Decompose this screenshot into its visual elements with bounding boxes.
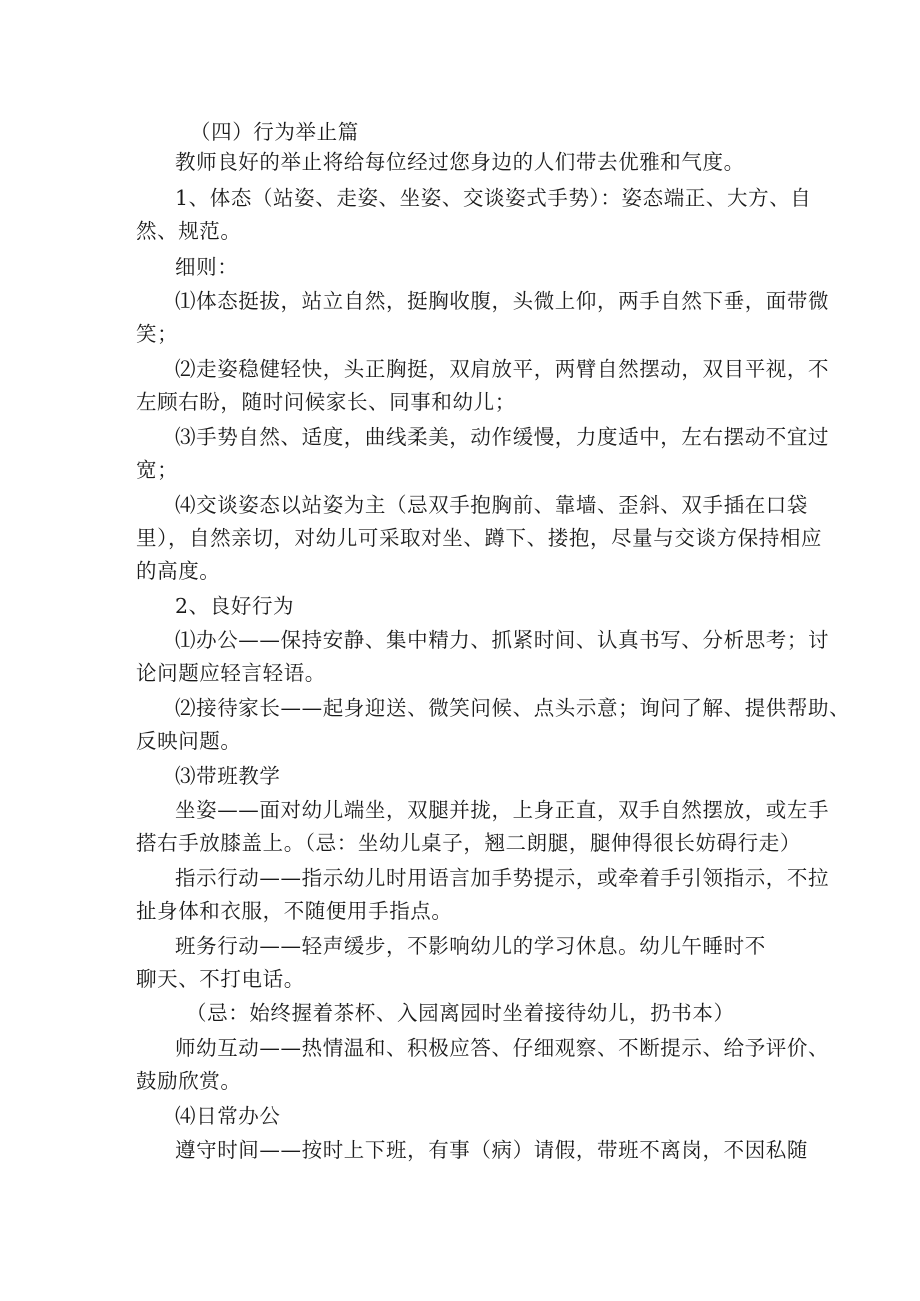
item2-title: 2、良好行为: [175, 594, 295, 618]
reception-line1: ⑵接待家长——起身迎送、微笑问候、点头示意；询问了解、提供帮助、: [175, 696, 851, 720]
taboo-note: （忌：始终握着茶杯、入园离园时坐着接待幼儿，扔书本）: [186, 1001, 735, 1025]
interaction-line2: 鼓励欣赏。: [136, 1069, 242, 1093]
rule-3-line2: 宽；: [136, 458, 179, 482]
rule-4-line2: 里），自然亲切，对幼儿可采取对坐、蹲下、搂抱，尽量与交谈方保持相应: [136, 526, 823, 550]
rule-4-line1: ⑷交谈姿态以站姿为主（忌双手抱胸前、靠墙、歪斜、双手插在口袋: [175, 493, 808, 517]
punctual-line1: 遵守时间——按时上下班，有事（病）请假，带班不离岗，不因私随: [175, 1138, 808, 1162]
rule-1-line2: 笑；: [136, 322, 179, 346]
guiding-line1: 指示行动——指示幼儿时用语言加手势提示，或牵着手引领指示，不拉: [175, 866, 830, 890]
rule-4-line3: 的高度。: [136, 559, 221, 583]
teaching-title: ⑶带班教学: [175, 764, 281, 788]
office-line1: ⑴办公——保持安静、集中精力、抓紧时间、认真书写、分析思考；讨: [175, 628, 830, 652]
sitting-line1: 坐姿——面对幼儿端坐，双腿并拢，上身正直，双手自然摆放，或左手: [175, 798, 830, 822]
section-title: （四）行为举止篇: [190, 120, 359, 144]
rule-2-line1: ⑵走姿稳健轻快，头正胸挺，双肩放平，两臂自然摆动，双目平视，不: [175, 357, 830, 381]
reception-line2: 反映问题。: [136, 729, 242, 753]
rule-1-line1: ⑴体态挺拔，站立自然，挺胸收腹，头微上仰，两手自然下垂，面带微: [175, 289, 830, 313]
item1-line2: 然、规范。: [136, 219, 242, 243]
intro-paragraph: 教师良好的举止将给每位经过您身边的人们带去优雅和气度。: [175, 150, 745, 174]
item1-line1: 1、体态（站姿、走姿、坐姿、交谈姿式手势）：姿态端正、大方、自: [175, 186, 812, 210]
rule-3-line1: ⑶手势自然、适度，曲线柔美，动作缓慢，力度适中，左右摆动不宜过: [175, 425, 830, 449]
daily-title: ⑷日常办公: [175, 1104, 281, 1128]
class-duty-line1: 班务行动——轻声缓步，不影响幼儿的学习休息。幼儿午睡时不: [175, 934, 766, 958]
sitting-line2: 搭右手放膝盖上。（忌：坐幼儿桌子，翘二朗腿，腿伸得很长妨碍行走）: [136, 831, 801, 855]
class-duty-line2: 聊天、不打电话。: [136, 967, 305, 991]
guiding-line2: 扯身体和衣服，不随便用手指点。: [136, 899, 453, 923]
office-line2: 论问题应轻言轻语。: [136, 661, 326, 685]
interaction-line1: 师幼互动——热情温和、积极应答、仔细观察、不断提示、给予评价、: [175, 1036, 830, 1060]
rules-label: 细则：: [175, 255, 239, 279]
rule-2-line2: 左顾右盼，随时问候家长、同事和幼儿；: [136, 390, 516, 414]
